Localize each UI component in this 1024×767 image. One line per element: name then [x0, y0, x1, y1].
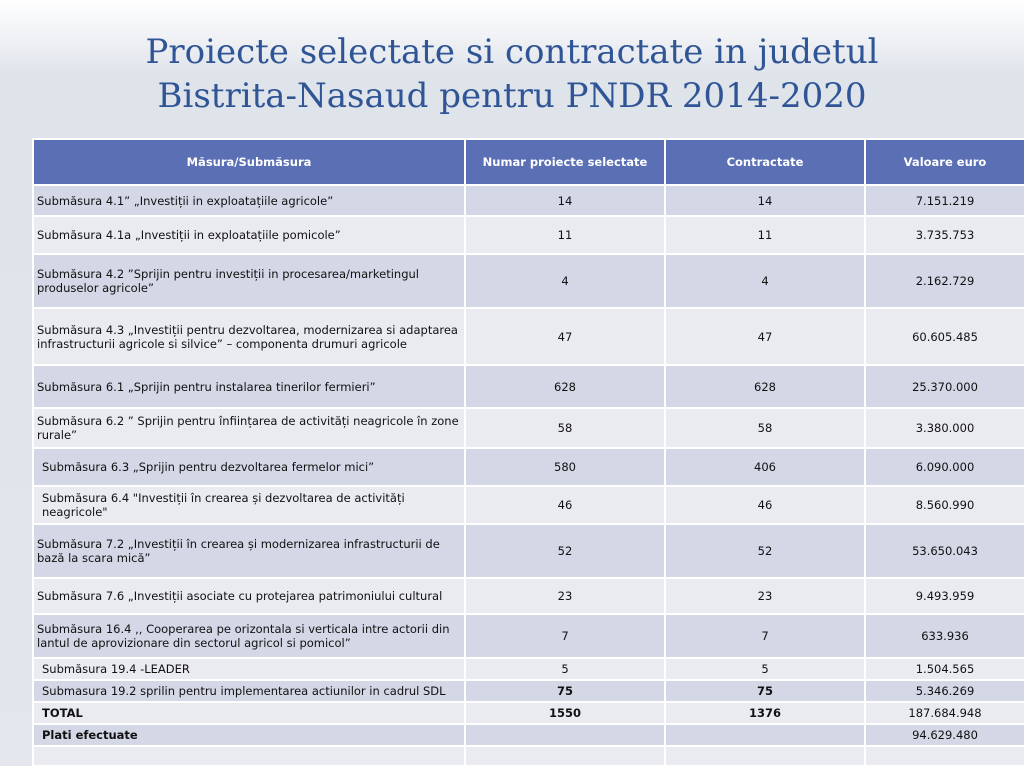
table-row	[33, 365, 1024, 408]
table-row	[33, 448, 1024, 486]
measure-cell: Submăsura 4.2 ”Sprijin pentru investiții in procesarea/marketingul produselor agricole”	[33, 254, 465, 308]
projects-table	[32, 138, 1024, 762]
measure-cell: Submăsura 16.4 ,, Cooperarea pe orizontala si verticala intre actorii din lantul de aprovizionare din sectorul agricol si pomicol”	[33, 614, 465, 658]
contracted-cell: 406	[665, 448, 865, 486]
value-cell: 60.605.485	[865, 308, 1024, 365]
contracted-cell: 7	[665, 614, 865, 658]
header-row	[33, 139, 1024, 185]
measure-cell: Submăsura 6.4 "Investiții în crearea și dezvoltarea de activități neagricole"	[33, 486, 465, 524]
empty-row	[33, 746, 1024, 766]
selected-cell: 75	[465, 680, 665, 702]
table-row	[33, 408, 1024, 448]
payments-contracted	[665, 724, 865, 746]
measure-cell: Submăsura 4.1a „Investiții in exploatațiile pomicole”	[33, 216, 465, 254]
table-row	[33, 254, 1024, 308]
value-cell: 3.380.000	[865, 408, 1024, 448]
contracted-cell: 75	[665, 680, 865, 702]
table-row	[33, 308, 1024, 365]
measure-cell: Submăsura 4.1” „Investiții in exploatațiile agricole”	[33, 185, 465, 216]
header-selected: Numar proiecte selectate	[465, 139, 665, 185]
measure-cell: Submăsura 6.3 „Sprijin pentru dezvoltarea fermelor mici”	[33, 448, 465, 486]
total-contracted: 1376	[665, 702, 865, 724]
title-line-2: Bistrita-Nasaud pentru PNDR 2014-2020	[157, 76, 867, 116]
payments-row	[33, 724, 1024, 746]
value-cell: 633.936	[865, 614, 1024, 658]
value-cell: 3.735.753	[865, 216, 1024, 254]
table-row	[33, 216, 1024, 254]
table-row	[33, 524, 1024, 578]
table-row	[33, 578, 1024, 614]
total-value: 187.684.948	[865, 702, 1024, 724]
empty-cell	[33, 746, 465, 766]
selected-cell: 23	[465, 578, 665, 614]
value-cell: 8.560.990	[865, 486, 1024, 524]
measure-cell: Submasura 19.2 sprilin pentru implementarea actiunilor in cadrul SDL	[33, 680, 465, 702]
contracted-cell: 11	[665, 216, 865, 254]
contracted-cell: 46	[665, 486, 865, 524]
empty-cell	[465, 746, 665, 766]
contracted-cell: 47	[665, 308, 865, 365]
value-cell: 2.162.729	[865, 254, 1024, 308]
value-cell: 1.504.565	[865, 658, 1024, 680]
empty-cell	[665, 746, 865, 766]
measure-cell: Submăsura 7.2 „Investiții în crearea și modernizarea infrastructurii de bază la scara mică”	[33, 524, 465, 578]
selected-cell: 7	[465, 614, 665, 658]
measure-cell: Submăsura 6.2 ” Sprijin pentru înființarea de activități neagricole în zone rurale”	[33, 408, 465, 448]
value-cell: 5.346.269	[865, 680, 1024, 702]
selected-cell: 5	[465, 658, 665, 680]
contracted-cell: 23	[665, 578, 865, 614]
title-line-1: Proiecte selectate si contractate in judetul	[145, 32, 879, 72]
selected-cell: 11	[465, 216, 665, 254]
table-row	[33, 680, 1024, 702]
value-cell: 53.650.043	[865, 524, 1024, 578]
selected-cell: 58	[465, 408, 665, 448]
contracted-cell: 5	[665, 658, 865, 680]
value-cell: 9.493.959	[865, 578, 1024, 614]
table-row	[33, 185, 1024, 216]
table-row	[33, 614, 1024, 658]
contracted-cell: 14	[665, 185, 865, 216]
payments-selected	[465, 724, 665, 746]
value-cell: 6.090.000	[865, 448, 1024, 486]
header-measure: Măsura/Submăsura	[33, 139, 465, 185]
header-value: Valoare euro	[865, 139, 1024, 185]
payments-value: 94.629.480	[865, 724, 1024, 746]
page-title	[0, 30, 1024, 118]
table-row	[33, 486, 1024, 524]
selected-cell: 47	[465, 308, 665, 365]
total-label: TOTAL	[33, 702, 465, 724]
measure-cell: Submăsura 4.3 „Investiții pentru dezvoltarea, modernizarea si adaptarea infrastructurii agricole si silvice” – componenta drumuri agricole	[33, 308, 465, 365]
payments-label: Plati efectuate	[33, 724, 465, 746]
contracted-cell: 4	[665, 254, 865, 308]
header-contracted: Contractate	[665, 139, 865, 185]
value-cell: 7.151.219	[865, 185, 1024, 216]
selected-cell: 46	[465, 486, 665, 524]
contracted-cell: 58	[665, 408, 865, 448]
measure-cell: Submăsura 7.6 „Investiții asociate cu protejarea patrimoniului cultural	[33, 578, 465, 614]
contracted-cell: 628	[665, 365, 865, 408]
selected-cell: 14	[465, 185, 665, 216]
total-row	[33, 702, 1024, 724]
measure-cell: Submăsura 6.1 „Sprijin pentru instalarea tinerilor fermieri”	[33, 365, 465, 408]
empty-cell	[865, 746, 1024, 766]
selected-cell: 4	[465, 254, 665, 308]
value-cell: 25.370.000	[865, 365, 1024, 408]
selected-cell: 628	[465, 365, 665, 408]
measure-cell: Submăsura 19.4 -LEADER	[33, 658, 465, 680]
selected-cell: 580	[465, 448, 665, 486]
total-selected: 1550	[465, 702, 665, 724]
selected-cell: 52	[465, 524, 665, 578]
table-row	[33, 658, 1024, 680]
contracted-cell: 52	[665, 524, 865, 578]
